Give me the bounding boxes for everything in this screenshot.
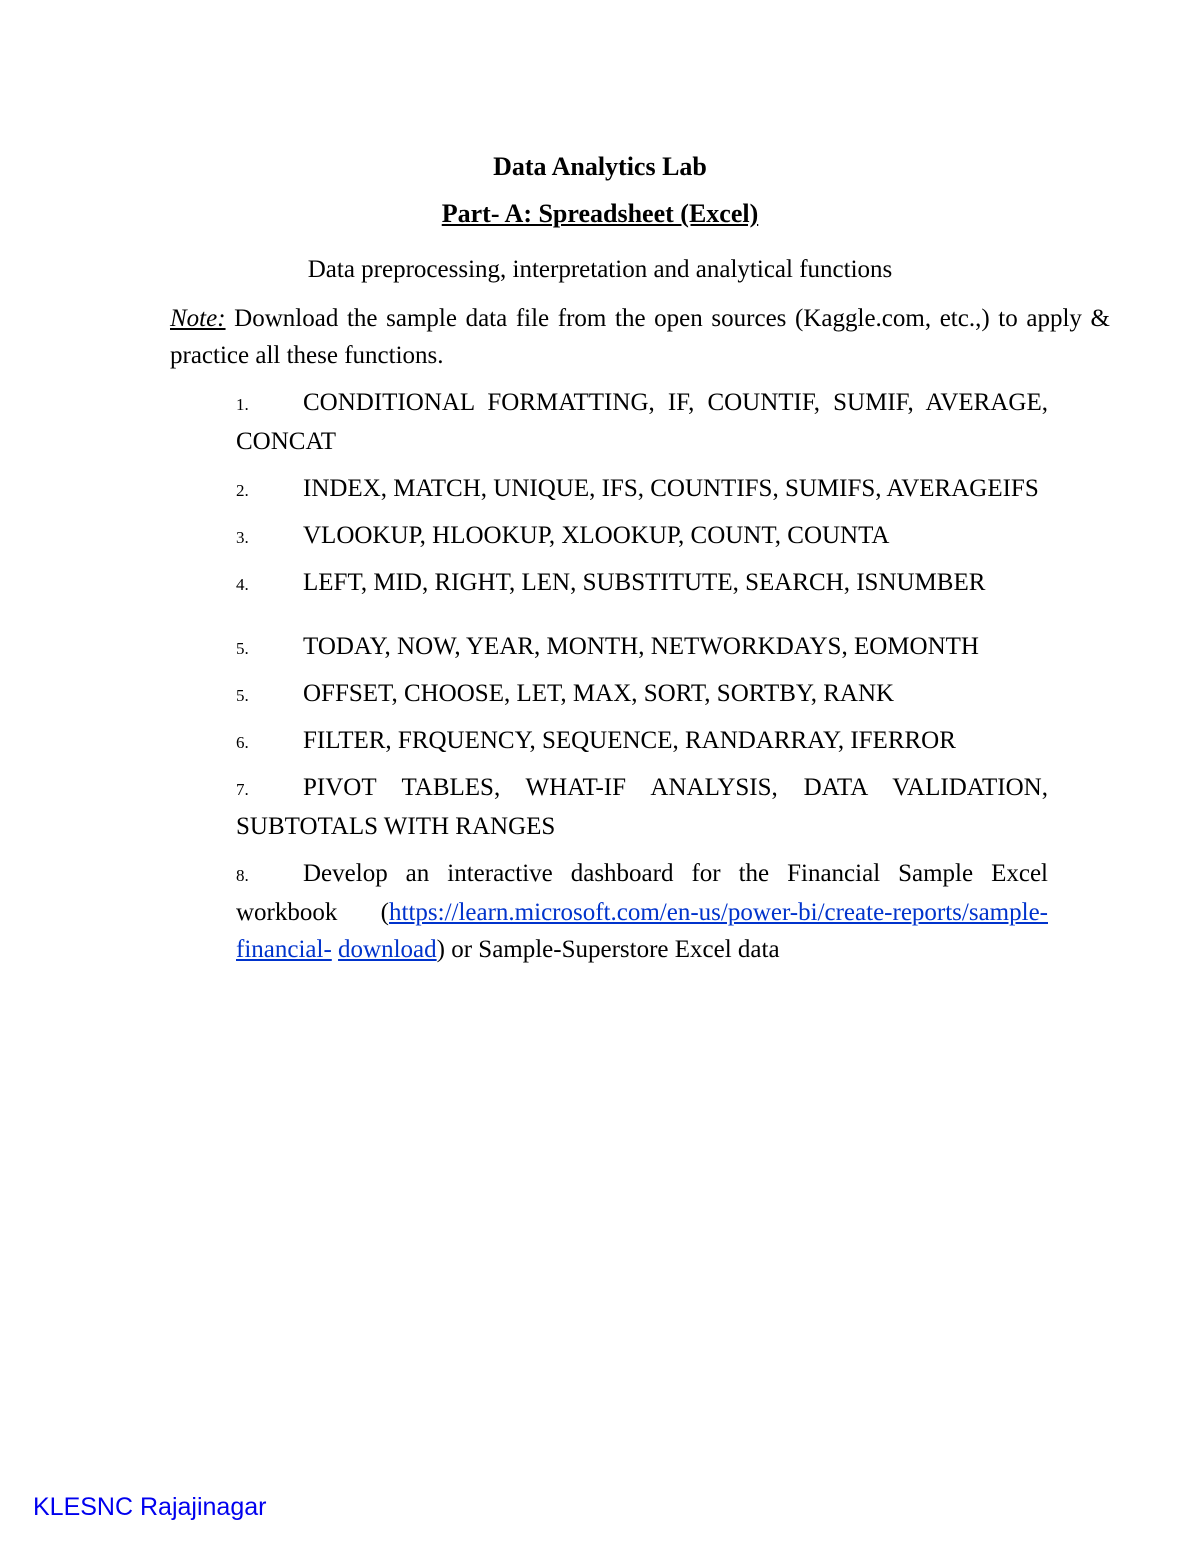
list-item [236, 628, 1120, 667]
list-item [236, 855, 1048, 968]
footer-watermark: KLESNC Rajajinagar [33, 1493, 267, 1521]
document-subtitle [0, 197, 1200, 231]
list-item-text: Develop an interactive dashboard for the Financial Sample Excel workbook ( [236, 860, 1048, 926]
note-text: Download the sample data file from the open sources (Kaggle.com, etc.,) to apply & practice all these functions. [170, 305, 1110, 369]
list-item-text: CONDITIONAL FORMATTING, IF, COUNTIF, SUMIF, AVERAGE, CONCAT [236, 389, 1048, 455]
list-item [236, 675, 1120, 714]
list-item [236, 517, 1120, 556]
list-item [236, 769, 1048, 845]
list-item-text: LEFT, MID, RIGHT, LEN, SUBSTITUTE, SEARCH, ISNUMBER [303, 569, 986, 596]
list-item [236, 384, 1048, 460]
list-item [236, 722, 1120, 761]
document-title: Data Analytics Lab [493, 152, 707, 181]
list-item-number: 5. [236, 686, 249, 705]
subtitle-text: Part- A: Spreadsheet (Excel) [441, 199, 759, 228]
list-item-number: 5. [236, 639, 249, 658]
list-item [236, 470, 1120, 509]
list-item-text-after: ) or Sample-Superstore Excel data [436, 936, 780, 963]
list-item-number: 8. [236, 866, 249, 885]
list-item-text: PIVOT TABLES, WHAT-IF ANALYSIS, DATA VALIDATION, SUBTOTALS WITH RANGES [236, 774, 1048, 840]
list-item-text: INDEX, MATCH, UNIQUE, IFS, COUNTIFS, SUMIFS, AVERAGEIFS [303, 475, 1039, 502]
list-item-text: OFFSET, CHOOSE, LET, MAX, SORT, SORTBY, RANK [303, 680, 895, 707]
document-description: Data preprocessing, interpretation and analytical functions [307, 256, 893, 283]
list-item-number: 3. [236, 528, 249, 547]
financial-sample-link-download[interactable]: download [338, 936, 437, 963]
list-item-number: 7. [236, 780, 249, 799]
list-item-text: VLOOKUP, HLOOKUP, XLOOKUP, COUNT, COUNTA [303, 522, 890, 549]
note-paragraph [170, 300, 1110, 374]
list-item-number: 1. [236, 395, 249, 414]
financial-sample-link[interactable]: https://learn.microsoft.com/en-us/power-bi/create-reports/sample-financial- [236, 899, 1048, 963]
list-item-number: 4. [236, 575, 249, 594]
list-item-text: TODAY, NOW, YEAR, MONTH, NETWORKDAYS, EOMONTH [303, 633, 979, 660]
note-label: Note: [170, 305, 226, 332]
list-item [236, 564, 1120, 603]
list-item-number: 6. [236, 733, 249, 752]
list-item-text: FILTER, FRQUENCY, SEQUENCE, RANDARRAY, IFERROR [303, 727, 956, 754]
list-item-number: 2. [236, 481, 249, 500]
